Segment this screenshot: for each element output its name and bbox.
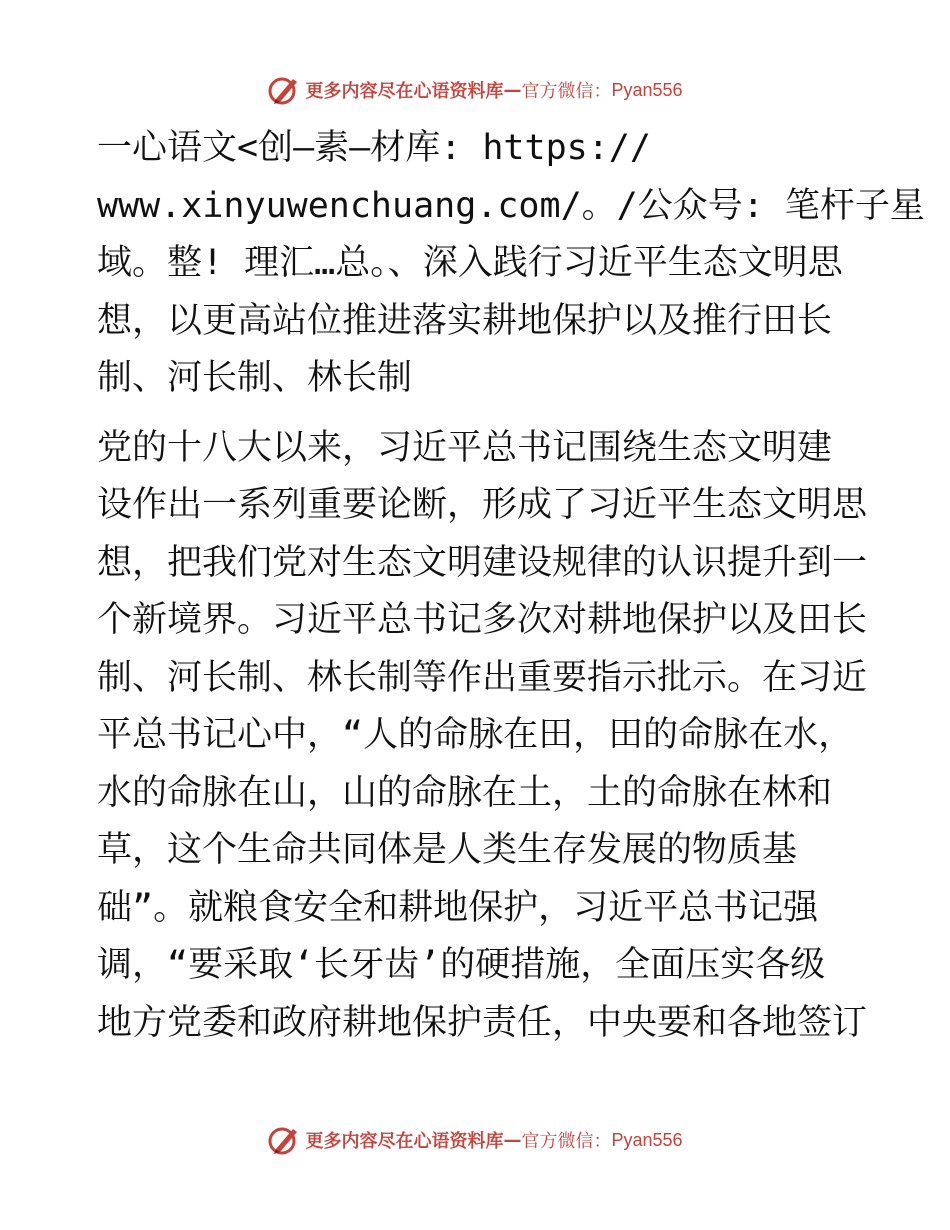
banner-dash: — [503,1129,522,1151]
body-line: 党的十八大以来，习近平总书记围绕生态文明建 [97,427,833,468]
heading-line: 想，以更高站位推进落实耕地保护以及推行田长 [97,300,833,341]
banner-main-text: 更多内容尽在心语资料库 [305,81,504,102]
document-body [97,120,925,1052]
body-line: 草，这个生命共同体是人类生存发展的物质基 [97,830,798,870]
pen-logo-icon [267,73,301,107]
banner-wechat-id: Pyan556 [611,1129,683,1150]
body-line: 调，“要采取‘长牙齿’的硬措施，全面压实各级 [97,945,826,985]
banner-dash: — [503,79,522,101]
banner-wechat-label: 官方微信： [521,1131,612,1152]
paragraph-gap [97,408,857,420]
watermark-banner-bottom [0,1120,950,1160]
heading-paragraph [97,120,925,408]
body-line: 础”。就粮食安全和耕地保护，习近平总书记强 [97,887,819,928]
body-line: 地方党委和政府耕地保护责任，中央要和各地签订 [97,1002,868,1043]
body-line: 平总书记心中，“人的命脉在田，田的命脉在水， [97,715,854,755]
pen-logo-icon [267,1123,301,1157]
body-line: 水的命脉在山，山的命脉在土，土的命脉在林和 [97,772,833,813]
heading-line: 一心语文<创—素—材库: https:// [97,128,651,168]
heading-line: www.xinyuwenchuang.com/。/公众号: 笔杆子星 [97,185,925,226]
banner-main-text: 更多内容尽在心语资料库 [305,1131,504,1152]
body-line: 个新境界。习近平总书记多次对耕地保护以及田长 [97,600,868,640]
banner-wechat-label: 官方微信： [521,81,612,102]
heading-line: 制、河长制、林长制 [97,358,413,398]
body-line: 设作出一系列重要论断，形成了习近平生态文明思 [97,485,868,525]
heading-line: 域。整! 理汇…总。、深入践行习近平生态文明思 [97,243,843,283]
watermark-banner-top [0,70,950,110]
body-line: 制、河长制、林长制等作出重要指示批示。在习近 [97,657,868,698]
body-paragraph [97,420,868,1053]
banner-wechat-id: Pyan556 [611,79,683,100]
body-line: 想，把我们党对生态文明建设规律的认识提升到一 [97,542,868,583]
